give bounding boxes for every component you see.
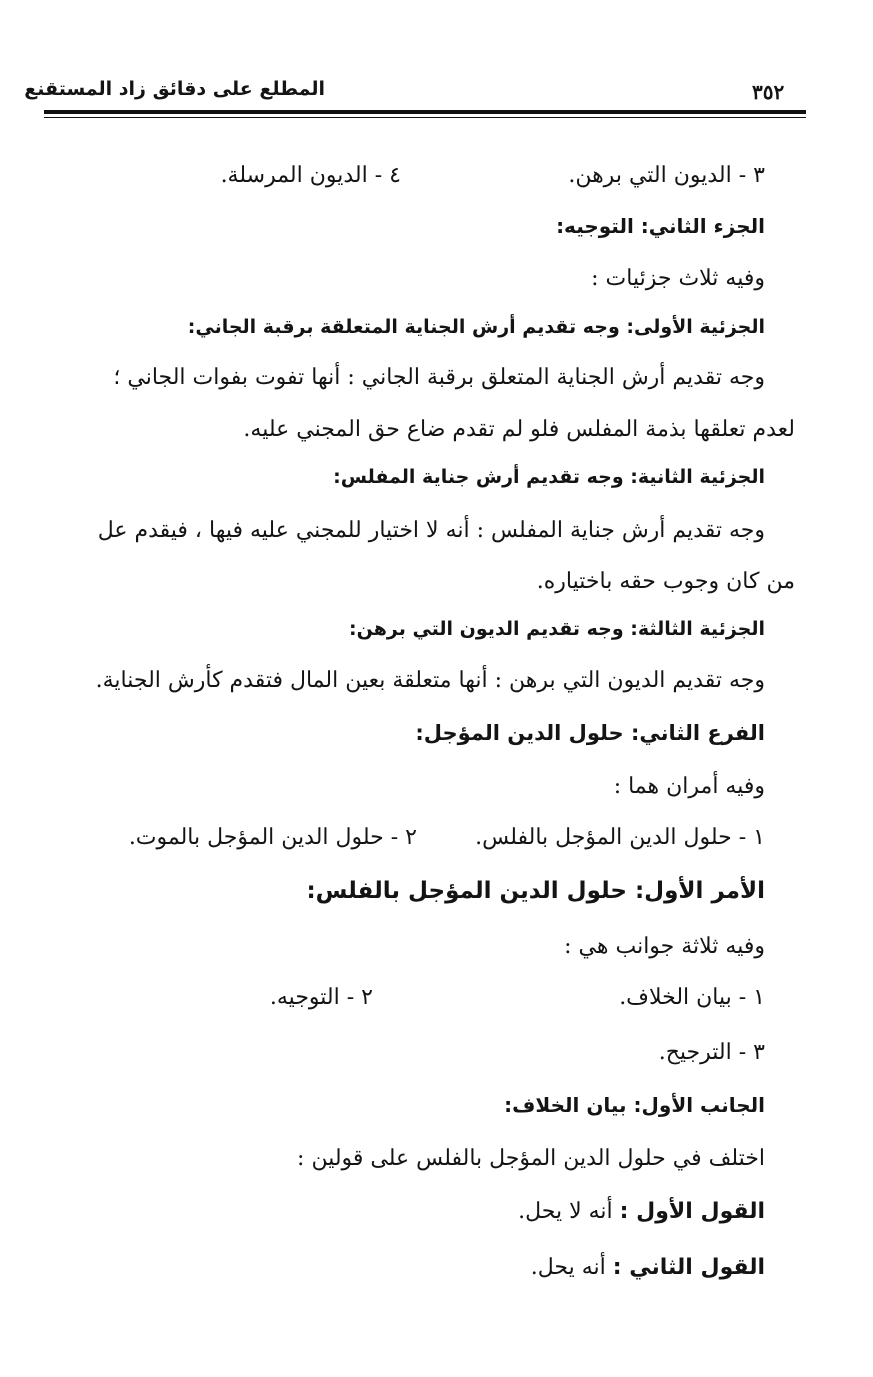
aspect-heading: الجانب الأول: بيان الخلاف: [504,1093,765,1117]
opinion-text: أنه يحل. [530,1255,606,1280]
list-item-number: ٢ [405,825,417,850]
branch-heading: الفرع الثاني: حلول الدين المؤجل: [415,721,765,745]
list-item-2 [129,827,417,849]
opinion-label: القول الأول : [619,1199,765,1224]
list-item-text: - بيان الخلاف. [619,985,747,1010]
list-item-text: - حلول الدين المؤجل بالفلس. [475,825,747,850]
list-item-text: - الترجيح. [658,1040,747,1065]
list-item-2 [270,987,373,1009]
page-number: ٣٥٢ [752,80,785,104]
running-header-title: المطلع على دقائق زاد المستقنع [24,78,325,100]
paragraph: وفيه أمران هما : [613,774,765,799]
subsection-heading: الجزئية الأولى: وجه تقديم أرش الجناية المتعلقة برقبة الجاني: [187,316,765,338]
matter-heading: الأمر الأول: حلول الدين المؤجل بالفلس: [306,878,765,904]
header-rule-thick [44,110,806,114]
opinion-1 [518,1201,765,1223]
subsection-heading: الجزئية الثالثة: وجه تقديم الديون التي برهن: [349,618,765,640]
list-item-4 [221,165,401,187]
list-item-1 [475,827,765,849]
paragraph: وفيه ثلاثة جوانب هي : [564,934,765,959]
list-item-number: ٣ [753,1040,765,1065]
opinion-label: القول الثاني : [612,1255,765,1280]
section-heading: الجزء الثاني: التوجيه: [556,214,765,238]
list-item-text: - الديون التي برهن. [568,163,747,188]
paragraph-line: وجه تقديم أرش جناية المفلس : أنه لا اختيار للمجني عليه فيها ، فيقدم عل [97,518,765,543]
list-item-3 [568,165,765,187]
list-item-text: - التوجيه. [269,985,355,1010]
header-rule-thin [44,117,806,118]
paragraph-line: من كان وجوب حقه باختياره. [536,569,795,594]
paragraph: وفيه ثلاث جزئيات : [591,266,765,291]
list-item-1 [619,987,765,1009]
subsection-heading: الجزئية الثانية: وجه تقديم أرش جناية المفلس: [333,466,765,488]
list-item-number: ٤ [389,163,401,188]
list-item-text: - الديون المرسلة. [220,163,383,188]
opinion-text: أنه لا يحل. [518,1199,613,1224]
list-item-number: ١ [753,825,765,850]
paragraph-line: وجه تقديم الديون التي برهن : أنها متعلقة بعين المال فتقدم كأرش الجناية. [95,668,765,693]
list-item-number: ١ [753,985,765,1010]
paragraph-line: لعدم تعلقها بذمة المفلس فلو لم تقدم ضاع حق المجني عليه. [243,417,795,442]
list-item-text: - حلول الدين المؤجل بالموت. [128,825,399,850]
list-item-3 [659,1042,765,1064]
list-item-number: ٢ [361,985,373,1010]
paragraph: اختلف في حلول الدين المؤجل بالفلس على قولين : [297,1146,765,1171]
opinion-2 [531,1257,765,1279]
paragraph-line: وجه تقديم أرش الجناية المتعلق برقبة الجاني : أنها تفوت بفوات الجاني ؛ [113,365,765,390]
list-item-number: ٣ [753,163,765,188]
